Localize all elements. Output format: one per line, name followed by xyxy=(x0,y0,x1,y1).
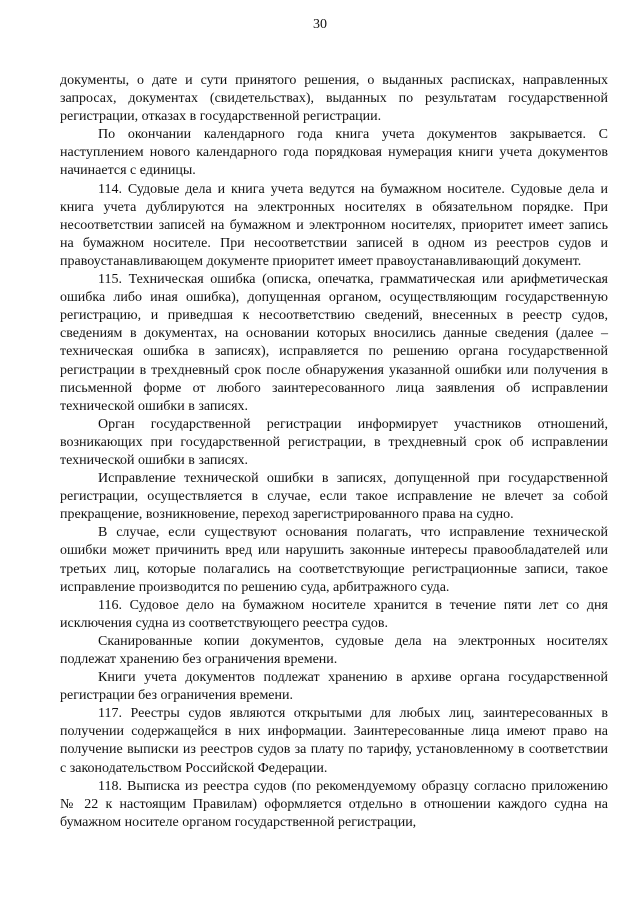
paragraph: 117. Реестры судов являются открытыми для любых лиц, заинтересованных в получении содержащейся в них информации. Заинтересованные лица имеют право на получение выписки из реестров судов за плату по тарифу, установленному в соответствии с законодательством Российской Федерации. xyxy=(60,706,608,776)
page-number: 30 xyxy=(313,17,327,32)
paragraph: Сканированные копии документов, судовые дела на электронных носителях подлежат хранению без ограничения времени. xyxy=(60,633,608,667)
document-body xyxy=(60,72,608,832)
paragraph: 118. Выписка из реестра судов (по рекомендуемому образцу согласно приложению № 22 к настоящим Правилам) оформляется отдельно в отношении каждого судна на бумажном носителе органом государственной регистрации, xyxy=(60,778,608,830)
paragraph: 115. Техническая ошибка (описка, опечатка, грамматическая или арифметическая ошибка либо иная ошибка), допущенная органом, осуществляющим государственную регистрацию, и приведшая к несоответствию сведений, внесенных в реестр судов, сведениям в документах, на основании которых вносились данные сведения (далее – техническая ошибка в записях), исправляется по решению органа государственной регистрации в трехдневный срок после обнаружения указанной ошибки или получения в письменной форме от любого заинтересованного лица заявления об исправлении технической ошибки в записях. xyxy=(60,272,608,414)
paragraph: Исправление технической ошибки в записях, допущенной при государственной регистрации, осуществляется в случае, если такое исправление не влечет за собой прекращение, возникновение, переход зарегистрированного права на судно. xyxy=(60,471,608,523)
paragraph: 116. Судовое дело на бумажном носителе хранится в течение пяти лет со дня исключения судна из соответствующего реестра судов. xyxy=(60,597,608,631)
paragraph: Орган государственной регистрации информирует участников отношений, возникающих при государственной регистрации, в трехдневный срок об исправлении технической ошибки в записях. xyxy=(60,416,608,468)
paragraph: Книги учета документов подлежат хранению в архиве органа государственной регистрации без ограничения времени. xyxy=(60,670,608,704)
paragraph: 114. Судовые дела и книга учета ведутся на бумажном носителе. Судовые дела и книга учета дублируются на электронных носителях в обязательном порядке. При несоответствии записей на бумажном и электронном носителях, приоритет имеет запись на бумажном носителе. При несоответствии записей в одном из реестров судов и правоустанавливающем документе приоритет имеет правоустанавливающий документ. xyxy=(60,181,608,269)
paragraph: В случае, если существуют основания полагать, что исправление технической ошибки может причинить вред или нарушить законные интересы правообладателей или третьих лиц, которые полагались на соответствующие регистрационные записи, такое исправление производится по решению суда, арбитражного суда. xyxy=(60,525,608,595)
paragraph: По окончании календарного года книга учета документов закрывается. С наступлением нового календарного года порядковая нумерация книги учета документов начинается с единицы. xyxy=(60,127,608,179)
paragraph: документы, о дате и сути принятого решения, о выданных расписках, направленных запросах, документах (свидетельствах), выданных по результатам государственной регистрации, отказах в государственной регистрации. xyxy=(60,73,608,125)
